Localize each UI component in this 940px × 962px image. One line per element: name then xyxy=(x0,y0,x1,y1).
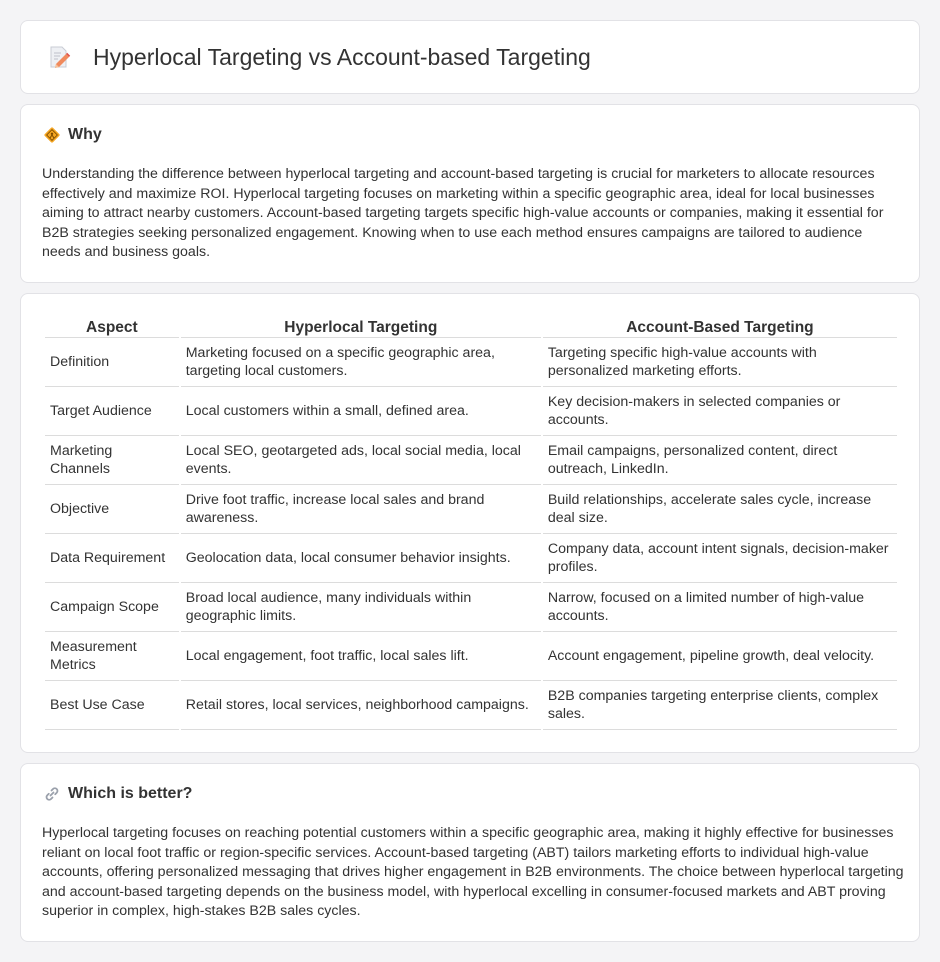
account-based-cell: Key decision-makers in selected companies or accounts. xyxy=(543,387,897,436)
why-text: Understanding the difference between hyperlocal targeting and account-based targeting is crucial for marketers to allocate resources effectively and maximize ROI. Hyperlocal targeting focuses on marketing within a specific geographic area, ideal for local businesses aiming to attract nearby customers. Account-based targeting targets specific high-value accounts or companies, making it essential for B2B strategies seeking personalized engagement. Knowing when to use each method ensures campaigns are tailored to audience needs and business goals. xyxy=(42,166,884,261)
comparison-table xyxy=(43,316,899,730)
link-icon xyxy=(43,785,61,803)
hyperlocal-cell: Marketing focused on a specific geographic area, targeting local customers. xyxy=(181,338,541,387)
hyperlocal-cell: Retail stores, local services, neighborhood campaigns. xyxy=(181,681,541,730)
aspect-cell: Definition xyxy=(45,338,179,387)
hyperlocal-cell: Local engagement, foot traffic, local sales lift. xyxy=(181,632,541,681)
hyperlocal-cell: Drive foot traffic, increase local sales and brand awareness. xyxy=(181,485,541,534)
aspect-cell: Measurement Metrics xyxy=(45,632,179,681)
why-heading: Why xyxy=(68,126,102,143)
table-row xyxy=(45,583,897,632)
aspect-cell: Marketing Channels xyxy=(45,436,179,485)
hyperlocal-cell: Local customers within a small, defined area. xyxy=(181,387,541,436)
diamond-sign-icon xyxy=(43,126,61,144)
table-row xyxy=(45,436,897,485)
which-is-better-heading: Which is better? xyxy=(68,785,193,802)
account-based-cell: Email campaigns, personalized content, direct outreach, LinkedIn. xyxy=(543,436,897,485)
account-based-cell: Build relationships, accelerate sales cycle, increase deal size. xyxy=(543,485,897,534)
hyperlocal-cell: Broad local audience, many individuals within geographic limits. xyxy=(181,583,541,632)
which-is-better-text: Hyperlocal targeting focuses on reaching potential customers within a specific geographic area, making it highly effective for businesses reliant on local foot traffic or region-specific services. Account-based targeting (ABT) tailors marketing efforts to individual high-value accounts, offering personalized messaging that drives higher engagement in B2B environments. The choice between hyperlocal targeting and account-based targeting depends on the business model, with hyperlocal excelling in consumer-focused markets and ABT proving superior in complex, high-stakes B2B sales cycles. xyxy=(42,825,904,920)
table-row xyxy=(45,681,897,730)
document-pencil-icon xyxy=(47,45,71,69)
account-based-cell: Account engagement, pipeline growth, deal velocity. xyxy=(543,632,897,681)
table-row xyxy=(45,632,897,681)
header-aspect: Aspect xyxy=(45,316,179,338)
page-title: Hyperlocal Targeting vs Account-based Targeting xyxy=(93,43,591,70)
aspect-cell: Data Requirement xyxy=(45,534,179,583)
account-based-cell: Company data, account intent signals, decision-maker profiles. xyxy=(543,534,897,583)
table-row xyxy=(45,485,897,534)
why-section xyxy=(20,104,920,283)
account-based-cell: Targeting specific high-value accounts with personalized marketing efforts. xyxy=(543,338,897,387)
hyperlocal-cell: Geolocation data, local consumer behavior insights. xyxy=(181,534,541,583)
aspect-cell: Campaign Scope xyxy=(45,583,179,632)
table-row xyxy=(45,338,897,387)
table-row xyxy=(45,387,897,436)
table-header-row xyxy=(45,316,897,338)
header-hyperlocal: Hyperlocal Targeting xyxy=(181,316,541,338)
aspect-cell: Objective xyxy=(45,485,179,534)
comparison-section xyxy=(20,293,920,753)
account-based-cell: Narrow, focused on a limited number of high-value accounts. xyxy=(543,583,897,632)
header-account-based: Account-Based Targeting xyxy=(543,316,897,338)
hyperlocal-cell: Local SEO, geotargeted ads, local social media, local events. xyxy=(181,436,541,485)
table-row xyxy=(45,534,897,583)
aspect-cell: Target Audience xyxy=(45,387,179,436)
account-based-cell: B2B companies targeting enterprise clients, complex sales. xyxy=(543,681,897,730)
title-card xyxy=(20,20,920,94)
aspect-cell: Best Use Case xyxy=(45,681,179,730)
which-is-better-section xyxy=(20,763,920,942)
